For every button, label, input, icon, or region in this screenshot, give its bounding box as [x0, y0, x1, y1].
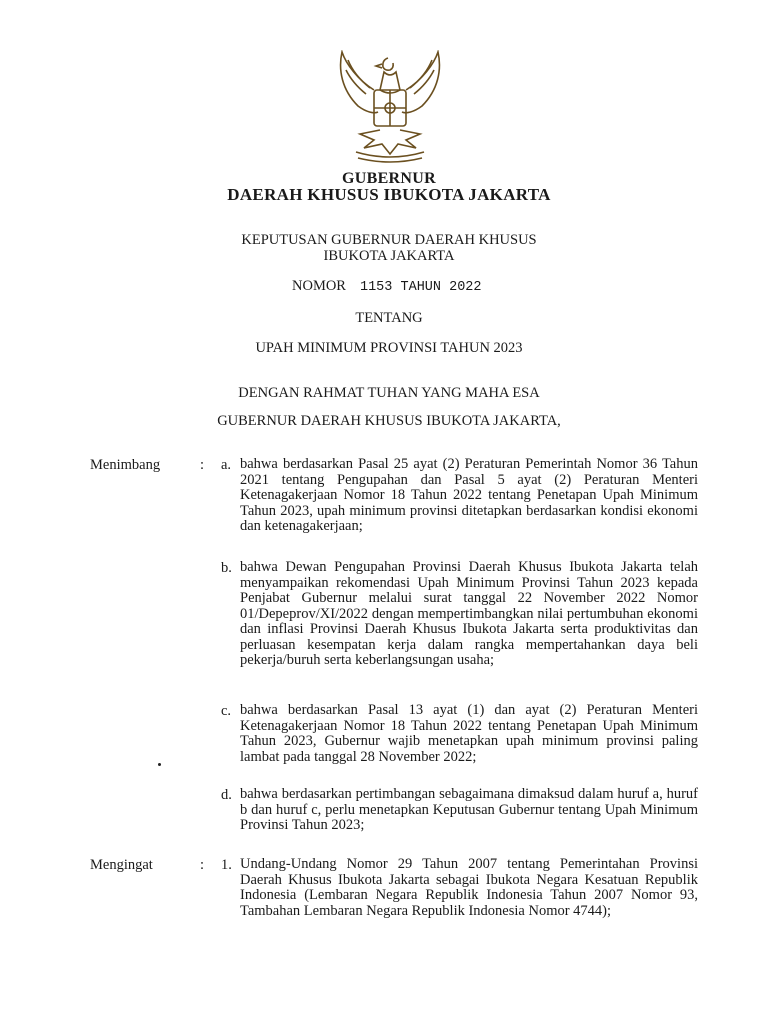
decree-title-line2: IBUKOTA JAKARTA [323, 248, 455, 264]
menimbang-item-d: bahwa berdasarkan pertimbangan sebagaimana dimaksud dalam huruf a, huruf b dan huruf c, perlu menetapkan Keputusan Gubernur tentang Upah Minimum Provinsi Tahun 2023; [240, 786, 698, 833]
menimbang-marker-c: c. [221, 703, 232, 719]
office-region: DAERAH KHUSUS IBUKOTA JAKARTA [227, 185, 551, 204]
decree-subject: UPAH MINIMUM PROVINSI TAHUN 2023 [255, 340, 523, 356]
garuda-emblem-icon [330, 50, 450, 165]
menimbang-label: Menimbang [90, 457, 161, 473]
preamble: DENGAN RAHMAT TUHAN YANG MAHA ESA [238, 385, 540, 401]
mengingat-item-1: Undang-Undang Nomor 29 Tahun 2007 tentang Pemerintahan Provinsi Daerah Khusus Ibukota Jakarta sebagai Ibukota Negara Kesatuan Republik Indonesia (Lembaran Negara Republik Indonesia Tahun 2007 Nomor 93, Tambahan Lembaran Negara Republik Indonesia Nomor 4744); [240, 856, 698, 919]
nomor-value: 1153 TAHUN 2022 [359, 280, 482, 295]
menimbang-marker-d: d. [221, 787, 232, 803]
menimbang-item-c: bahwa berdasarkan Pasal 13 ayat (1) dan ayat (2) Peraturan Menteri Ketenagakerjaan Nomor 18 Tahun 2022 tentang Penetapan Upah Minimum Tahun 2023, Gubernur wajib menetapkan upah minimum provinsi paling lambat pada tanggal 28 November 2022; [240, 702, 698, 765]
menimbang-marker-b: b. [221, 560, 232, 576]
decree-number [292, 277, 482, 295]
mengingat-marker-1: 1. [221, 857, 232, 873]
scan-speck [158, 763, 161, 766]
mengingat-label: Mengingat [90, 857, 153, 873]
tentang-heading: TENTANG [355, 310, 423, 326]
menimbang-marker-a: a. [221, 457, 232, 473]
issuer: GUBERNUR DAERAH KHUSUS IBUKOTA JAKARTA, [217, 413, 561, 429]
menimbang-item-b: bahwa Dewan Pengupahan Provinsi Daerah Khusus Ibukota Jakarta telah menyampaikan rekomendasi Upah Minimum Provinsi Tahun 2023 kepada Penjabat Gubernur melalui surat tanggal 22 November 2022 Nomor 01/Depeprov/XI/2022 dengan mempertimbangkan nilai pertumbuhan ekonomi dan inflasi Provinsi Daerah Khusus Ibukota Jakarta serta produktivitas dan perluasan kesempatan kerja dalam rangka mempertahankan daya beli pekerja/buruh serta keberlangsungan usaha; [240, 559, 698, 668]
menimbang-item-a: bahwa berdasarkan Pasal 25 ayat (2) Peraturan Pemerintah Nomor 36 Tahun 2021 tentang Pengupahan dan Pasal 5 ayat (2) Peraturan Menteri Ketenagakerjaan Nomor 18 Tahun 2022 tentang Penetapan Upah Minimum Tahun 2023, upah minimum provinsi ditetapkan berdasarkan kondisi ekonomi dan ketenagakerjaan; [240, 456, 698, 534]
decree-title-line1: KEPUTUSAN GUBERNUR DAERAH KHUSUS [241, 232, 537, 248]
office-title: GUBERNUR [342, 170, 436, 187]
nomor-label: NOMOR [292, 278, 346, 294]
mengingat-colon: : [200, 857, 205, 873]
menimbang-colon: : [200, 457, 205, 473]
